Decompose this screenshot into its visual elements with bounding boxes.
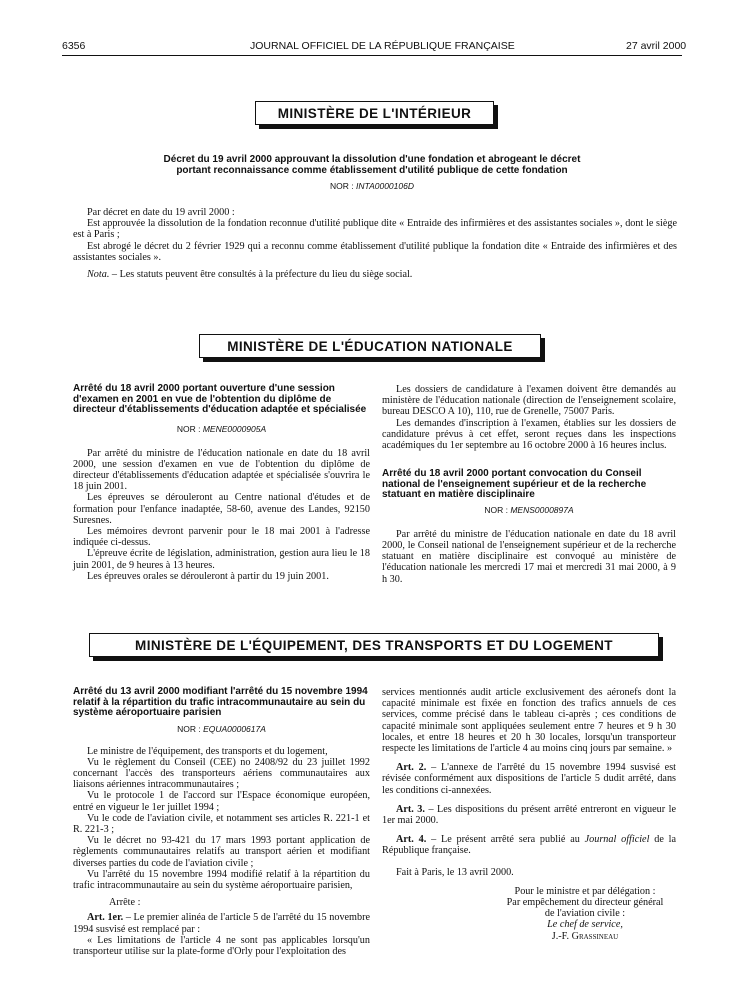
ministry-equipement-box	[89, 633, 659, 657]
article-quote: « Les limitations de l'article 4 ne sont pas applicables lorsqu'un transporteur utilise sur la plate-forme d'Orly pour l'exploitation des	[73, 934, 370, 957]
decree-paragraph: Est abrogé le décret du 2 février 1929 qui a reconnu comme établissement d'utilité publique la fondation dite « Entraide des infirmières et des assistantes sociales ».	[73, 240, 677, 263]
decree-paragraph: Est approuvée la dissolution de la fondation reconnue d'utilité publique dite « Entraide des infirmières et des assistantes sociales », dont le siège est à Paris ;	[73, 218, 677, 241]
issue-date: 27 avril 2000	[626, 40, 687, 52]
nor-label: NOR :	[330, 181, 354, 191]
arrete-title: Arrêté du 18 avril 2000 portant convocation du Conseil national de l'enseignement supérieur et de la recherche statuant en matière disciplinaire	[382, 468, 647, 501]
ministry-interieur-box	[255, 101, 494, 125]
arrete-paragraph: Les dossiers de candidature à l'examen doivent être demandés au ministère de l'éducation nationale (direction de l'enseignement scolaire, bureau DESCO A 10), 110, rue de Grenelle, 75007 Paris.	[382, 384, 676, 418]
article-text: – Le présent arrêté sera publié au	[426, 834, 585, 846]
arrete-examen-continued	[382, 384, 676, 585]
article-label: Art. 1er.	[87, 912, 124, 924]
article-text: – L'annexe de l'arrêté du 15 novembre 1994 susvisé est révisée conformément aux dispositions de l'article 5 dudit arrêté, dans les conditions ci-annexées.	[382, 762, 676, 796]
arrete-body	[382, 384, 676, 451]
page-number: 6356	[62, 40, 86, 52]
signature-line: de l'aviation civile :	[544, 908, 626, 920]
journal-title: JOURNAL OFFICIEL DE LA RÉPUBLIQUE FRANÇAISE	[250, 40, 515, 52]
article-3	[382, 804, 676, 826]
decree-nor	[62, 181, 682, 191]
arrete-paragraph: Les épreuves se dérouleront au Centre national d'études et de formation pour l'enfance inadaptée, 58-60, avenue des Landes, 92150 Suresnes.	[73, 492, 370, 526]
article-text: de la République française.	[382, 834, 676, 857]
nor-code: MENE0000905A	[202, 423, 267, 434]
article-label: Art. 3.	[396, 803, 425, 815]
arrete-paragraph: Vu le décret no 93-421 du 17 mars 1993 portant application de règlements communautaires relatifs au transport aérien et modifiant diverses parties du code de l'aviation civile ;	[73, 835, 370, 869]
signature-place-date: Fait à Paris, le 13 avril 2000.	[396, 866, 514, 878]
ministry-education-box	[199, 334, 541, 358]
journal-name: Journal officiel	[584, 834, 650, 846]
header-rule	[62, 55, 682, 56]
arrete-paragraph: Les épreuves orales se dérouleront à partir du 19 juin 2001.	[87, 570, 329, 582]
signature-block	[494, 886, 676, 942]
article-continued: services mentionnés audit article exclusivement des aéronefs dont la capacité minimale est fixée en fonction des trafics annuels de ces services, comme précisé dans le tableau ci-après ; ces conditions de capacité minimale sont appliquées seulement entre 7 heures et 9 h 30 locales, et entre 18 heures et 20 h 30 locales, lorsqu'un transporteur respecte les limitations de l'article 4 au moins cinq jours par semaine. »	[382, 687, 676, 755]
arrete-title: Arrêté du 18 avril 2000 portant ouverture d'une session d'examen en 2001 en vue de l'obtention du diplôme de directeur d'établissements d'éducation adaptée et spécialisée	[73, 383, 367, 415]
arrete-formula: Arrête :	[109, 897, 141, 909]
arrete-paragraph: Par arrêté du ministre de l'éducation nationale en date du 18 avril 2000, une session d'examen en vue de l'obtention du diplôme de directeur d'établissements d'éducation adaptée et spécialisée s'ouvrira le 18 juin 2001.	[73, 447, 370, 493]
nor-label: NOR :	[177, 723, 201, 734]
nor-code: EQUA0000617A	[203, 723, 266, 734]
nor-label: NOR :	[484, 504, 508, 515]
ministry-title: MINISTÈRE DE L'ÉDUCATION NATIONALE	[227, 339, 513, 354]
signatory-name: J.-F. Grassineau	[551, 930, 619, 942]
decree-nota	[73, 269, 677, 280]
nota-label: Nota.	[87, 269, 110, 281]
arrete-title: Arrêté du 13 avril 2000 modifiant l'arrêté du 15 novembre 1994 relatif à la répartition du trafic intracommunautaire au sein du système aéroportuaire parisien	[73, 686, 368, 718]
arrete-paragraph: Vu l'arrêté du 15 novembre 1994 modifié relatif à la répartition du trafic intracommunautaire au sein du système aéroportuaire parisien,	[73, 868, 370, 891]
decree-title	[62, 155, 682, 176]
arrete-body	[73, 746, 370, 958]
arrete-examen	[73, 384, 370, 582]
article-1	[73, 912, 370, 934]
arrete-paragraph: Par arrêté du ministre de l'éducation nationale en date du 18 avril 2000, le Conseil national de l'enseignement supérieur et de la recherche statuant en matière disciplinaire est convoqué au ministère de l'éducation nationale les mercredi 17 mai et mercredi 31 mai 2000, à 9 h 30.	[382, 528, 676, 585]
signature-line: Le chef de service,	[547, 919, 623, 931]
signature-line: Pour le ministre et par délégation :	[514, 885, 656, 897]
nor-code: MENS0000897A	[510, 504, 574, 515]
ministry-title: MINISTÈRE DE L'INTÉRIEUR	[277, 106, 472, 121]
arrete-nor	[73, 724, 370, 734]
arrete-trafic	[73, 687, 370, 957]
arrete-nor	[382, 505, 676, 515]
ministry-title: MINISTÈRE DE L'ÉQUIPEMENT, DES TRANSPORTS ET DU LOGEMENT	[135, 638, 613, 653]
arrete-paragraph: L'épreuve écrite de législation, administration, gestion aura lieu le 18 juin 2001, de 9 heures à 13 heures.	[73, 548, 370, 571]
arrete-body	[382, 529, 676, 585]
article-text: – Le premier alinéa de l'article 5 de l'arrêté du 15 novembre 1994 susvisé est remplacé par :	[73, 912, 370, 935]
article-text: – Les dispositions du présent arrêté entreront en vigueur le 1er mai 2000.	[382, 803, 676, 827]
article-2	[382, 762, 676, 796]
article-label: Art. 2.	[396, 762, 427, 774]
signature-line: Par empêchement du directeur général	[506, 897, 664, 909]
arrete-trafic-continued	[382, 687, 676, 942]
arrete-paragraph: Vu le code de l'aviation civile, et notamment ses articles R. 221-1 et R. 221-3 ;	[73, 812, 370, 835]
article-4	[382, 834, 676, 856]
arrete-paragraph: Les mémoires devront parvenir pour le 18 mai 2001 à l'adresse indiquée ci-dessus.	[73, 525, 370, 549]
nor-label: NOR :	[176, 423, 201, 434]
nor-code: INTA0000106D	[356, 181, 414, 191]
arrete-paragraph: Le ministre de l'équipement, des transports et du logement,	[87, 745, 328, 757]
decree-title-line-1: Décret du 19 avril 2000 approuvant la dissolution d'une fondation et abrogeant le décret	[163, 154, 581, 165]
decree-paragraph: Par décret en date du 19 avril 2000 :	[87, 207, 235, 218]
arrete-nor	[73, 424, 370, 434]
arrete-paragraph: Vu le protocole 1 de l'accord sur l'Espace économique européen, entré en vigueur le 1er juillet 1994 ;	[73, 790, 370, 813]
nota-text: – Les statuts peuvent être consultés à la préfecture du lieu du siège social.	[109, 269, 413, 281]
arrete-paragraph: Vu le règlement du Conseil (CEE) no 2408/92 du 23 juillet 1992 concernant l'accès des transporteurs aériens communautaires aux liaisons aériennes intracommunautaires ;	[73, 756, 370, 791]
arrete-body	[73, 448, 370, 582]
decree-title-line-2: portant reconnaissance comme établissement d'utilité publique de cette fondation	[176, 164, 568, 176]
article-label: Art. 4.	[396, 834, 427, 846]
arrete-body	[382, 687, 676, 878]
decree-body	[73, 207, 677, 280]
arrete-paragraph: Les demandes d'inscription à l'examen, établies sur les dossiers de candidature prévus à cet effet, seront reçues dans les inspections académiques du 1er septembre au 16 octobre 2000 à 16 heures inclus.	[382, 417, 676, 452]
